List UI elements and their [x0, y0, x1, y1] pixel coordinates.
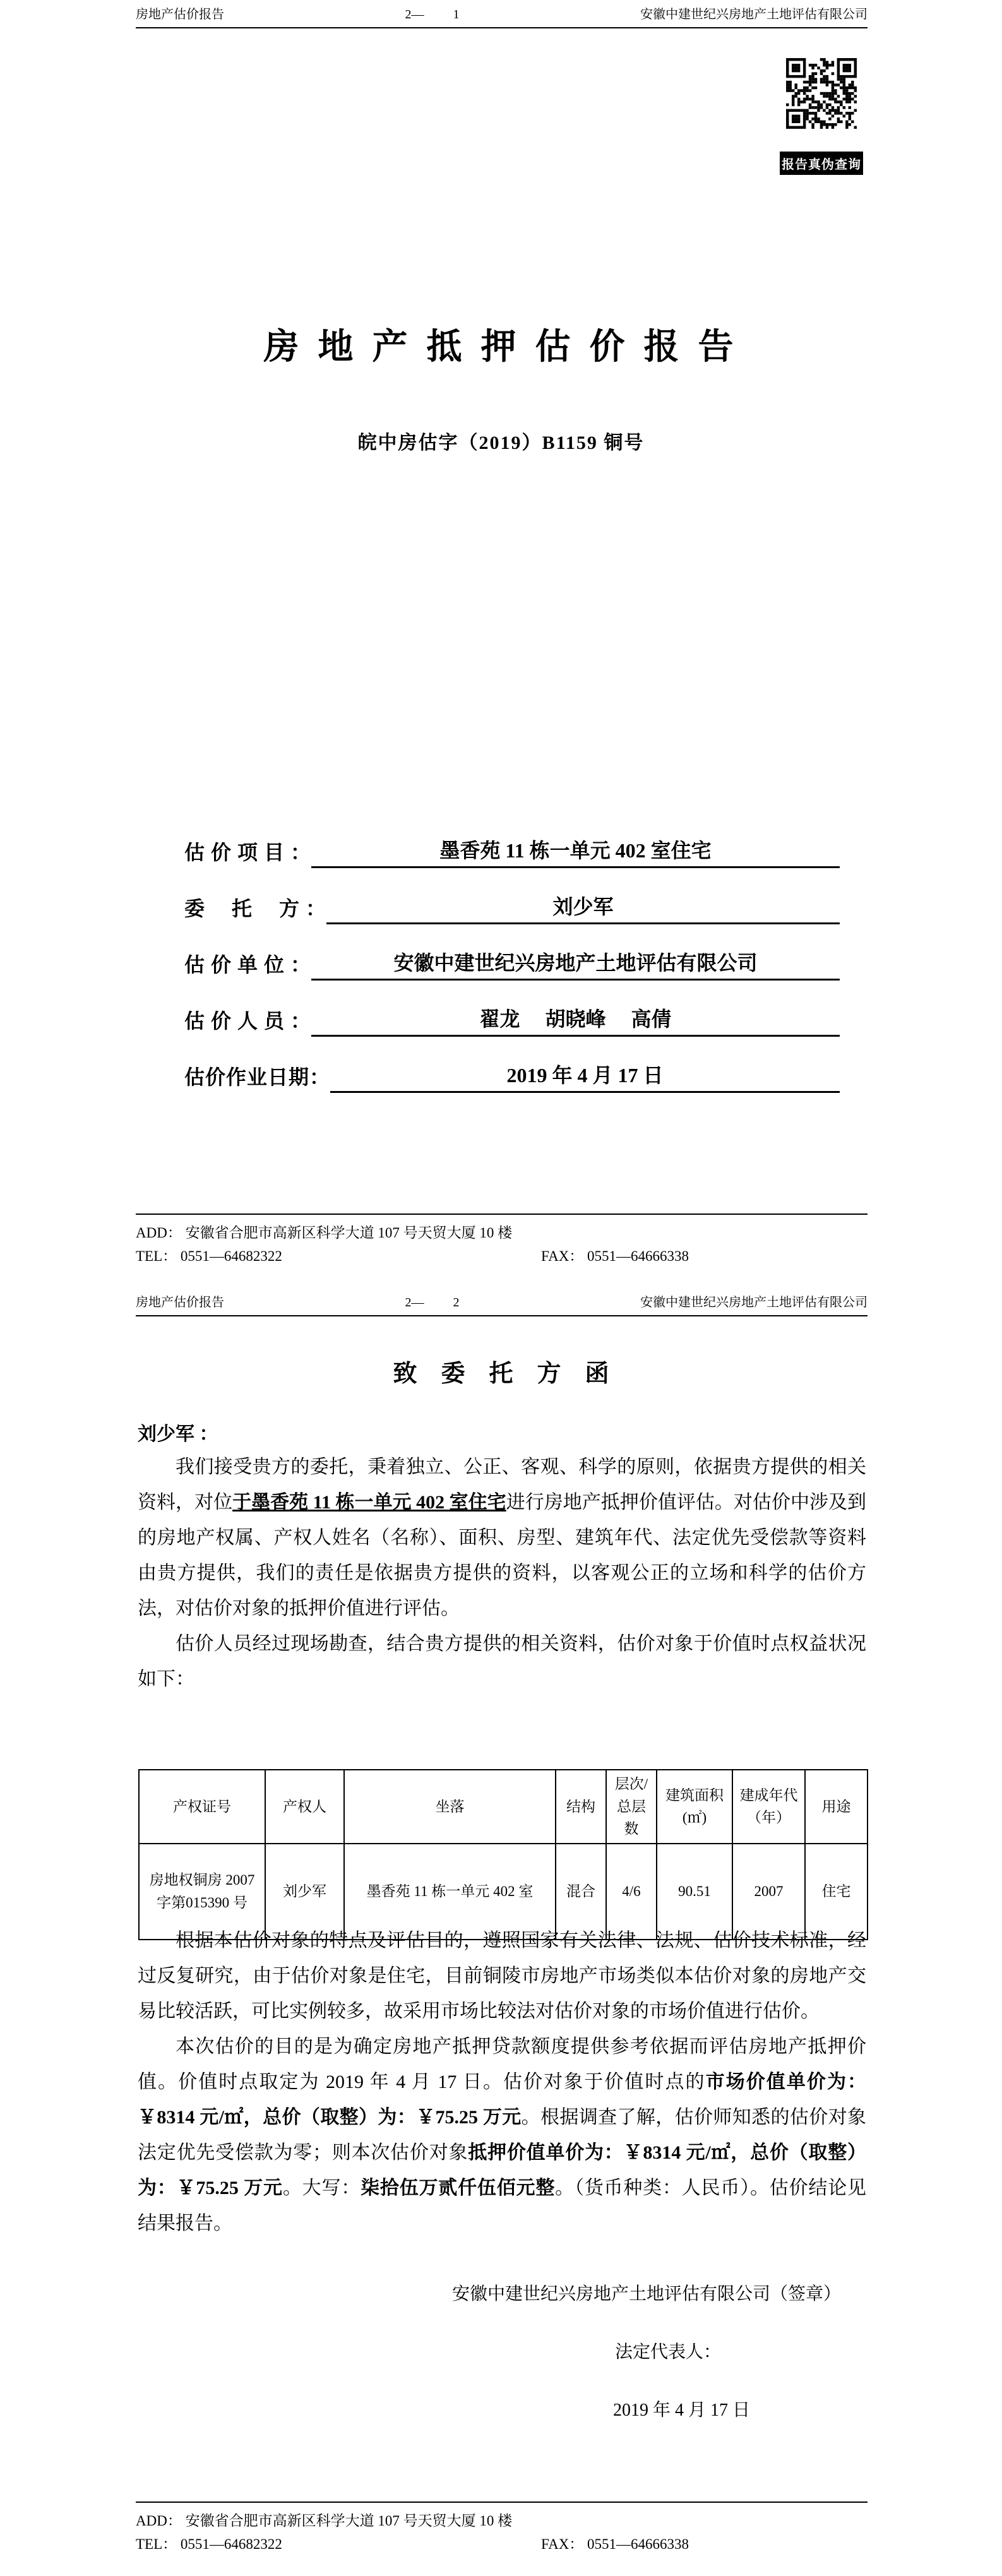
field-label-date: 估价作业日期： — [184, 1066, 331, 1088]
table-cell-structure: 混合 — [556, 1844, 606, 1940]
signature-company: 安徽中建世纪兴房地产土地评估有限公司（签章） — [451, 2284, 841, 2304]
field-label-client: 委 托 方 ： — [184, 897, 327, 920]
letter-body-upper — [138, 1450, 866, 1697]
table-cell-owner: 刘少军 — [265, 1844, 344, 1940]
table-cell-floor: 4/6 — [606, 1844, 657, 1940]
header-page-prefix: 2— — [405, 1296, 424, 1309]
header-page-number: 2 — [453, 1296, 460, 1309]
table-header-cell-floor: 层次/总层数 — [606, 1770, 657, 1844]
footer-contacts — [136, 1244, 868, 1268]
field-row-date — [184, 1037, 840, 1093]
letter-body-lower — [138, 1923, 866, 2241]
header-company-name: 安徽中建世纪兴房地产土地评估有限公司 — [640, 8, 868, 21]
mortgage-value-highlight: 抵押价值单价为：￥8314 元/㎡，总价（取整）为：￥75.25 万元 — [138, 2142, 866, 2198]
page-2 — [0, 1288, 1002, 2576]
paragraph-conclusion-text: 。（货币种类：人民币）。估价结论见结果报告。 — [138, 2178, 867, 2234]
header-page-indicator — [405, 1296, 460, 1310]
property-rights-table — [138, 1769, 868, 1940]
letter-title: 致 委 托 方 函 — [393, 1361, 609, 1387]
paragraph-conclusion — [138, 2029, 866, 2241]
report-main-title: 房 地 产 抵 押 估 价 报 告 — [263, 328, 739, 367]
report-document-number: 皖中房估字（2019）B1159 铜号 — [357, 432, 645, 453]
paragraph-intro-text: 我们接受贵方的委托，秉着独立、公正、客观、科学的原则，依据贵方提供的相关资料，对位 — [138, 1457, 866, 1513]
footer-address: ADD： 安徽省合肥市高新区科学大道 107 号天贸大厦 10 楼 — [136, 1225, 513, 1241]
field-row-client — [184, 868, 840, 924]
table-cell-location: 墨香苑 11 栋一单元 402 室 — [344, 1844, 556, 1940]
page-footer — [136, 1213, 868, 1268]
table-header-cell-location: 坐落 — [344, 1770, 556, 1844]
paragraph-survey: 估价人员经过现场勘查，结合贵方提供的相关资料，估价对象于价值时点权益状况如下： — [138, 1633, 866, 1690]
footer-fax: FAX： 0551—64666338 — [541, 2536, 689, 2552]
page-header — [136, 4, 868, 28]
table-cell-certificate: 房地权铜房 2007 字第015390 号 — [139, 1844, 265, 1940]
header-page-indicator — [405, 8, 460, 22]
table-header-row — [139, 1770, 868, 1844]
table-cell-use: 住宅 — [805, 1844, 868, 1940]
footer-tel: TEL： 0551—64682322 — [136, 2536, 282, 2552]
subject-property-highlight: 于墨香苑 11 栋一单元 402 室住宅 — [232, 1492, 506, 1513]
footer-fax: FAX： 0551—64666338 — [541, 1248, 689, 1264]
field-value-date: 2019 年 4 月 17 日 — [330, 1059, 840, 1093]
field-label-project: 估 价 项 目 ： — [184, 841, 312, 864]
table-header-cell-certificate: 产权证号 — [139, 1770, 265, 1844]
footer-tel: TEL： 0551—64682322 — [136, 1248, 282, 1264]
market-value-highlight: 市场价值单价为：￥8314 元/㎡，总价（取整）为：￥75.25 万元 — [138, 2072, 867, 2128]
paragraph-intro-text: 进行房地产抵押价值评估。对估价中涉及到的房地产权属、产权人姓名（名称）、面积、房型、建筑年代、法定优先受偿款等资料由贵方提供，我们的责任是依据贵方提供的资料，以客观公正的立场和科学的估价方法，对估价对象的抵押价值进行评估。 — [138, 1492, 867, 1619]
amount-in-words-highlight: 柒拾伍万贰仟伍佰元整 — [361, 2178, 556, 2198]
page-footer — [136, 2501, 868, 2556]
field-label-agency: 估 价 单 位 ： — [184, 953, 312, 976]
letter-salutation: 刘少军 ： — [138, 1424, 218, 1445]
page-header — [136, 1292, 868, 1316]
field-value-project: 墨香苑 11 栋一单元 402 室住宅 — [311, 835, 840, 868]
table-header-cell-year: 建成年代（年） — [732, 1770, 805, 1844]
table-cell-year: 2007 — [732, 1844, 805, 1940]
cover-fields — [184, 812, 840, 1093]
signature-date: 2019 年 4 月 17 日 — [612, 2400, 750, 2420]
field-row-project — [184, 812, 840, 868]
field-value-agency: 安徽中建世纪兴房地产土地评估有限公司 — [311, 947, 840, 981]
field-row-appraisers — [184, 981, 840, 1037]
paragraph-conclusion-text: 本次估价的目的是为确定房地产抵押贷款额度提供参考依据而评估房地产抵押价值。价值时点取定为 2019 年 4 月 17 日。估价对象于价值时点的 — [138, 2036, 866, 2092]
field-label-appraisers: 估 价 人 员 ： — [184, 1010, 312, 1032]
field-row-agency — [184, 924, 840, 981]
paragraph-conclusion-text: 。根据调查了解，估价师知悉的估价对象法定优先受偿款为零；则本次估价对象 — [138, 2107, 866, 2163]
field-value-appraisers: 翟龙 胡晓峰 高倩 — [311, 1003, 840, 1037]
footer-address: ADD： 安徽省合肥市高新区科学大道 107 号天贸大厦 10 楼 — [136, 2513, 513, 2529]
paragraph-conclusion-text: 。大写： — [282, 2178, 361, 2198]
paragraph-intro — [138, 1450, 866, 1626]
qr-verification-block — [782, 58, 861, 175]
table-header-cell-area: 建筑面积(㎡) — [657, 1770, 732, 1844]
footer-contacts — [136, 2532, 868, 2556]
header-page-number: 1 — [453, 8, 460, 21]
table-header-cell-use: 用途 — [805, 1770, 868, 1844]
header-report-title: 房地产估价报告 — [136, 8, 224, 21]
qr-code — [786, 58, 857, 129]
header-report-title: 房地产估价报告 — [136, 1296, 224, 1309]
table-cell-area: 90.51 — [657, 1844, 732, 1940]
signature-block — [138, 2265, 866, 2440]
table-header-cell-owner: 产权人 — [265, 1770, 344, 1844]
header-company-name: 安徽中建世纪兴房地产土地评估有限公司 — [640, 1296, 868, 1309]
signature-legal-representative: 法定代表人： — [614, 2342, 721, 2362]
paragraph-method: 根据本估价对象的特点及评估目的，遵照国家有关法律、法规、估价技术标准，经过反复研究，由于估价对象是住宅，目前铜陵市房地产市场类似本估价对象的房地产交易比较活跃，可比实例较多，故采用市场比较法对估价对象的市场价值进行估价。 — [138, 1930, 866, 2022]
field-value-client: 刘少军 — [326, 891, 840, 924]
table-header-cell-structure: 结构 — [556, 1770, 606, 1844]
header-page-prefix: 2— — [405, 8, 424, 21]
qr-caption: 报告真伪查询 — [780, 152, 863, 175]
